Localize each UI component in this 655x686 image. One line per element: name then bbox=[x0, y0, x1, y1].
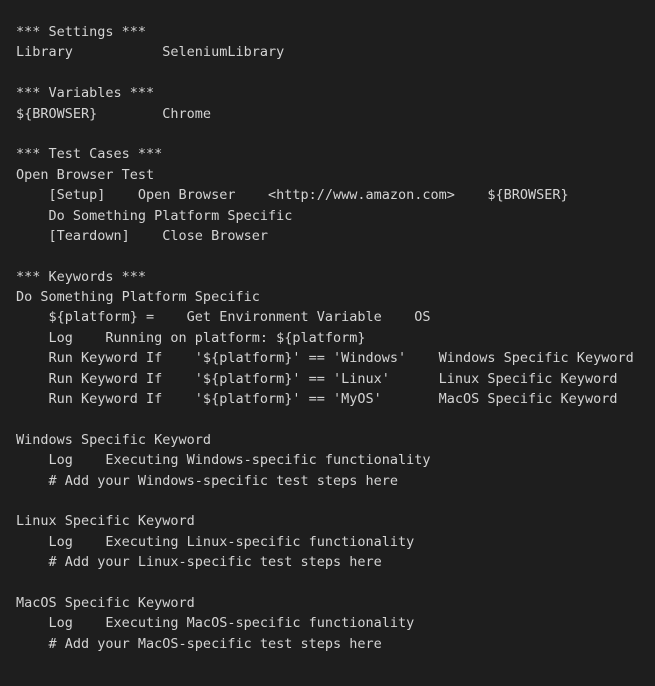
code-line: MacOS Specific Keyword bbox=[16, 594, 195, 611]
code-line: ${platform} = Get Environment Variable OS bbox=[16, 309, 431, 326]
code-line: *** Settings *** bbox=[16, 24, 147, 40]
code-line bbox=[16, 573, 655, 593]
code-line: Library SeleniumLibrary bbox=[16, 44, 285, 61]
code-line: *** Test Cases *** bbox=[16, 146, 163, 163]
code-line: Run Keyword If '${platform}' == 'MyOS' MacOS Specific Keyword bbox=[16, 391, 618, 408]
code-line: Log Executing Linux-specific functionality bbox=[16, 533, 415, 550]
code-line bbox=[16, 63, 655, 83]
code-line bbox=[16, 124, 655, 144]
code-line: Log Executing Windows-specific functionality bbox=[16, 452, 431, 469]
code-line: *** Keywords *** bbox=[16, 268, 147, 285]
code-line: Run Keyword If '${platform}' == 'Windows' Windows Specific Keyword bbox=[16, 350, 634, 367]
code-block bbox=[16, 22, 655, 654]
code-line: Log Running on platform: ${platform} bbox=[16, 329, 366, 346]
code-line: Open Browser Test bbox=[16, 166, 155, 183]
code-line: Log Executing MacOS-specific functionality bbox=[16, 615, 415, 632]
code-line: # Add your Linux-specific test steps here bbox=[16, 554, 382, 571]
code-line: [Setup] Open Browser <http://www.amazon.com> ${BROWSER} bbox=[16, 187, 569, 204]
code-line bbox=[16, 409, 655, 429]
code-line: ${BROWSER} Chrome bbox=[16, 105, 212, 122]
code-line: *** Variables *** bbox=[16, 85, 155, 102]
code-line: Windows Specific Keyword bbox=[16, 431, 212, 448]
code-line: Do Something Platform Specific bbox=[16, 289, 260, 306]
code-line: # Add your Windows-specific test steps here bbox=[16, 472, 399, 489]
code-line: Linux Specific Keyword bbox=[16, 513, 195, 530]
code-line bbox=[16, 491, 655, 511]
code-line: [Teardown] Close Browser bbox=[16, 227, 268, 244]
code-line bbox=[16, 246, 655, 266]
code-line: # Add your MacOS-specific test steps here bbox=[16, 635, 382, 652]
code-line: Run Keyword If '${platform}' == 'Linux' Linux Specific Keyword bbox=[16, 370, 618, 387]
code-line: Do Something Platform Specific bbox=[16, 207, 293, 224]
